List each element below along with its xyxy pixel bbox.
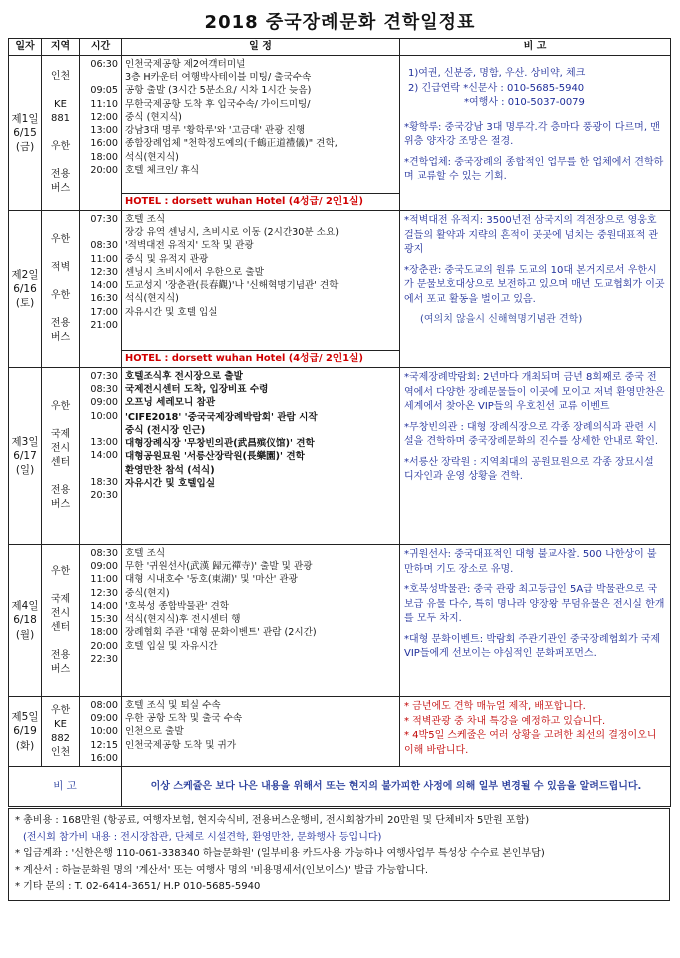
footer-line: * 계산서 : 하늘문화원 명의 '계산서' 또는 여행사 명의 '비용명세서(인보이스)' 발급 가능합니다.	[15, 864, 429, 876]
region-label: 882	[50, 732, 71, 744]
day-cell	[9, 368, 42, 545]
footer-line: * 입금계좌 : '신한은행 110-061-338340 하늘문화원' (일부비용 카드사용 가능하나 여행사업무 특성상 수수료 본인부담)	[15, 848, 545, 859]
schedule-line: 환영만찬 참석 (석식)	[125, 464, 215, 476]
time-value: 07:30	[90, 371, 118, 382]
remark-text-cell: 이상 스케쥴은 보다 나은 내용을 위해서 또는 현지의 불가피한 사정에 의해 일부 변경될 수 있음을 알려드립니다.	[122, 767, 671, 807]
time-value: 09:00	[90, 713, 118, 725]
schedule-cell	[122, 211, 400, 368]
schedule-line: 3층 H카운터 여행박사테이블 미팅/ 출국수속	[125, 72, 312, 84]
region-label: 우한	[50, 290, 71, 301]
remark-row	[9, 767, 671, 807]
schedule-line: 중식(현지)	[125, 587, 170, 599]
time-value: 21:00	[90, 319, 118, 331]
schedule-cell	[122, 697, 400, 767]
remark-label-cell: 비 고	[9, 767, 122, 807]
day-label: 6/18	[13, 614, 37, 627]
remarks-cell	[400, 697, 671, 767]
time-value: 11:10	[90, 98, 118, 110]
remark-note: *귀원선사: 중국대표적인 대형 불교사찰. 500 나한상이 불만하며 기도 장소로 유명.	[404, 549, 657, 575]
schedule-line: 호텔 조식 및 퇴실 수속	[125, 700, 221, 711]
region-label: 전시	[50, 443, 71, 454]
schedule-line: 중식 및 유적지 관광	[125, 253, 209, 265]
time-value: 20:00	[90, 640, 118, 652]
time-value: 06:30	[90, 59, 118, 70]
day-label: (토)	[15, 297, 35, 310]
time-cell	[80, 697, 122, 767]
remark-note: *적벽대전 유적지: 3500년전 삼국지의 격전장으로 영웅호걸들의 활약과 지략의 흔적이 곳곳에 넘치는 중원대표적 관광지	[404, 215, 659, 255]
schedule-line: 오프닝 세레모니 참관	[125, 397, 216, 409]
region-label: 전용	[50, 318, 71, 329]
region-label: 우한	[50, 704, 71, 716]
time-value	[80, 463, 118, 476]
time-cell	[80, 211, 122, 368]
time-value: 18:00	[90, 151, 118, 163]
remark-note: 1)여권, 신분증, 명함, 우산. 상비약, 체크	[408, 68, 586, 79]
region-label: 우한	[50, 401, 71, 412]
region-label: 전용	[50, 169, 71, 180]
time-cell	[80, 545, 122, 697]
schedule-line: 무한국제공항 도착 후 입국수속/ 가이드미팅/	[125, 98, 311, 110]
time-value: 09:00	[90, 397, 118, 409]
day-label: 제5일	[11, 711, 39, 724]
region-label: KE	[54, 99, 67, 110]
footer-notes	[8, 808, 670, 901]
time-value: 16:00	[90, 752, 118, 764]
region-cell	[42, 56, 80, 211]
schedule-line: 공항 출발 (3시간 5분소요/ 시차 1시간 늦음)	[125, 85, 312, 97]
time-value: 07:30	[90, 214, 118, 225]
region-label: 우한	[50, 234, 71, 245]
header-remarks: 비 고	[400, 39, 671, 56]
time-value: 09:00	[90, 561, 118, 573]
time-value: 18:30	[90, 476, 118, 488]
region-label	[42, 635, 79, 649]
remarks-cell	[400, 545, 671, 697]
schedule-line: 센닝시 츠비시에서 우한으로 출발	[125, 266, 264, 278]
region-label: 버스	[50, 663, 71, 675]
schedule-line: 대형공원묘원 '서릉산장락원(長樂園)' 견학	[125, 451, 305, 463]
remarks-cell	[400, 211, 671, 368]
time-value: 17:00	[90, 306, 118, 318]
time-value: 12:15	[90, 739, 118, 751]
time-value: 12:30	[90, 587, 118, 599]
schedule-line: 대형 시내호수 '동호(東湖)' 및 '마산' 관광	[125, 574, 298, 586]
day-label: (월)	[15, 628, 35, 641]
schedule-line: 종합장례업체 "천학정도예의(千鶴正道禮儀)" 견학,	[125, 138, 338, 150]
region-label	[42, 275, 79, 289]
schedule-line: 자유시간 및 호텔 입실	[125, 306, 218, 318]
day-label: 6/16	[13, 282, 37, 295]
time-value: 10:00	[90, 410, 118, 422]
day-label: 6/17	[13, 449, 37, 462]
schedule-line: 중식 (전시장 인근)	[125, 424, 206, 436]
footer-line: (전시회 참가비 내용 : 전시장찹관, 단체로 시설견학, 환영만찬, 문화행사 등입니다)	[23, 831, 382, 843]
remark-note: *국제장례박람회: 2년마다 개최되며 금년 8회째로 중국 전역에서 다양한 장례문물들이 이곳에 모이고 저녁 환영만찬은 세계에서 찾아온 VIP들의 우호친선 교류 이벤트	[404, 372, 665, 412]
schedule-line: 우한 공항 도착 및 출국 수속	[125, 713, 243, 725]
region-label: 인천	[50, 71, 71, 82]
region-label	[42, 303, 79, 317]
region-label	[42, 470, 79, 484]
schedule-line: 호텔 조식	[125, 214, 166, 225]
region-label	[42, 154, 79, 168]
schedule-line: 호텔 조식	[125, 548, 166, 559]
remark-note: *무창빈의관 : 대형 장례식장으로 각종 장례의식과 관련 시설을 견학하며 중국장례문화의 진수를 상세한 안내로 확인.	[404, 421, 659, 447]
remark-note: *장춘관: 중국도교의 원류 도교의 10대 본거지로서 우한시가 문물보호대상으로 보전하고 있으며 매년 도교협회가 이곳에서 포교 활동을 벌이고 있음.	[404, 264, 665, 305]
region-label: KE	[54, 718, 67, 730]
day-label: 6/19	[13, 725, 37, 738]
schedule-line: 'CIFE2018' '중국국제장례박람회' 관람 시작	[125, 411, 318, 423]
schedule-line: 석식(현지식)후 전시센터 행	[125, 614, 241, 626]
region-label	[42, 247, 79, 261]
time-cell	[80, 368, 122, 545]
region-label: 전용	[50, 649, 71, 661]
footer-line: * 기타 문의 : T. 02-6414-3651/ H.P 010-5685-5940	[15, 881, 261, 892]
time-value: 14:00	[90, 450, 118, 462]
schedule-line: '적벽대전 유적지' 도착 및 관광	[125, 240, 254, 252]
schedule-line: 장례협회 주관 '대형 문화이벤트' 관람 (2시간)	[125, 627, 317, 639]
day-cell	[9, 545, 42, 697]
region-cell	[42, 211, 80, 368]
region-cell	[42, 697, 80, 767]
schedule-line: 대형장례식장 '무창빈의관(武昌殡仪馆)' 견학	[125, 438, 315, 450]
time-value: 20:00	[90, 164, 118, 176]
schedule-line: 호텔조식후 전시장으로 출발	[125, 371, 243, 382]
remark-note: * 적벽관광 중 차내 특강을 예정하고 있습니다.	[404, 715, 606, 727]
time-value: 18:00	[90, 627, 118, 639]
region-label	[42, 84, 79, 98]
time-value	[80, 226, 118, 239]
schedule-line: 국제전시센터 도착, 입장비표 수령	[125, 384, 269, 396]
time-value	[80, 71, 118, 84]
region-label	[42, 579, 79, 593]
region-label: 881	[50, 113, 71, 124]
schedule-line: 호텔 입실 및 자유시간	[125, 640, 218, 652]
region-label: 국제	[50, 429, 71, 440]
page-title: 2018 중국장례문화 견학일정표	[204, 12, 476, 33]
schedule-line: 도교성지 '장춘관(長春觀)'나 '신해혁명기념관' 견학	[125, 280, 339, 292]
schedule-cell	[122, 368, 400, 545]
header-region: 지역	[42, 39, 80, 56]
day-label: (일)	[15, 464, 35, 477]
day-label: 제1일	[11, 112, 39, 125]
day-cell	[9, 211, 42, 368]
time-value: 16:00	[90, 138, 118, 150]
remark-note: 2) 긴급연락 *신문사 : 010-5685-5940	[408, 82, 585, 94]
time-value: 10:00	[90, 726, 118, 738]
remarks-cell	[400, 56, 671, 211]
table-row	[9, 697, 671, 767]
schedule-table	[8, 38, 671, 807]
day-cell	[9, 697, 42, 767]
header-schedule: 일 정	[122, 39, 400, 56]
schedule-line: 인천국제공항 제2여객터미널	[125, 59, 246, 70]
schedule-line: 인천국제공항 도착 및 귀가	[125, 739, 237, 751]
region-label: 전용	[50, 485, 71, 496]
time-value: 08:30	[90, 240, 118, 252]
hotel-info: HOTEL : dorsett wuhan Hotel (4성급/ 2인1실)	[122, 350, 399, 367]
remarks-cell	[400, 368, 671, 545]
region-label: 인천	[50, 746, 71, 758]
time-cell	[80, 56, 122, 211]
region-label	[42, 126, 79, 140]
remark-note: *황학루: 중국강남 3대 명루각.각 층마다 풍광이 다르며, 맨위층 양자강 조망은 절경.	[404, 121, 660, 147]
region-label: 버스	[50, 332, 71, 343]
time-value: 15:30	[90, 614, 118, 626]
remark-note: *견학업체: 중국장례의 종합적인 업무를 한 업체에서 견학하며 교류할 수 있는 기회.	[404, 156, 664, 182]
day-cell	[9, 56, 42, 211]
schedule-line: 강남3대 명루 '황학루'와 '고금대' 관광 진행	[125, 125, 306, 137]
day-label: 제3일	[11, 435, 39, 448]
remark-note: *여행사 : 010-5037-0079	[464, 97, 585, 108]
remark-note: * 4박5일 스케줄은 여러 상황을 고려한 최선의 결정이오니 이해 바랍니다.	[404, 730, 657, 756]
region-label: 버스	[50, 183, 71, 194]
time-value	[80, 423, 118, 436]
region-label: 센터	[50, 621, 71, 633]
schedule-line: 중식 (현지식)	[125, 111, 182, 123]
day-label: (화)	[15, 739, 35, 752]
region-label: 센터	[50, 457, 71, 468]
day-label: (금)	[15, 141, 35, 154]
time-value: 14:00	[90, 280, 118, 292]
remark-note: *대형 문화이벤트: 박람회 주관기관인 중국장례협회가 국제 VIP들에게 선보이는 야심적인 문화퍼포먼스.	[404, 633, 661, 659]
schedule-cell	[122, 56, 400, 211]
table-row	[9, 368, 671, 545]
time-value: 16:30	[90, 293, 118, 305]
time-value: 20:30	[90, 490, 118, 502]
day-label: 제2일	[11, 268, 39, 281]
region-label: 우한	[50, 141, 71, 152]
schedule-line: 호텔 체크인/ 휴식	[125, 164, 200, 176]
time-value: 08:30	[90, 384, 118, 396]
header-day: 일자	[9, 39, 42, 56]
time-value: 11:00	[90, 253, 118, 265]
time-value: 09:05	[90, 85, 118, 97]
time-value: 12:30	[90, 266, 118, 278]
schedule-line: 인천으로 출발	[125, 726, 184, 738]
header-time: 시간	[80, 39, 122, 56]
remark-note: (여의치 않을시 신해혁명기념관 견학)	[420, 314, 583, 325]
table-header-row	[9, 39, 671, 56]
day-label: 제4일	[11, 600, 39, 613]
remark-note: *호북성박물관: 중국 관광 최고등급인 5A급 박물관으로 국보급 유물 다수, 특히 명나라 양장왕 무덤유물은 전시실 한개를 모두 차지.	[404, 584, 665, 624]
time-value: 14:00	[90, 600, 118, 612]
region-label: 적벽	[50, 262, 71, 273]
time-value: 11:00	[90, 574, 118, 586]
time-value: 08:30	[90, 548, 118, 559]
day-label: 6/15	[13, 126, 37, 139]
schedule-cell	[122, 545, 400, 697]
time-value: 13:00	[90, 125, 118, 137]
schedule-line: 무한 '귀원선사(武漢 歸元禪寺)' 출발 및 관광	[125, 561, 313, 573]
region-label: 전시	[50, 607, 71, 619]
region-cell	[42, 368, 80, 545]
hotel-info: HOTEL : dorsett wuhan Hotel (4성급/ 2인1실)	[122, 193, 399, 210]
remark-note: *서릉산 장락원 : 지역최대의 공원묘원으로 각종 장묘시설 디자인과 운영 상황을 견학.	[404, 456, 654, 482]
region-cell	[42, 545, 80, 697]
region-label: 국제	[50, 593, 71, 605]
region-label: 버스	[50, 499, 71, 510]
schedule-line: 석식(현지식)	[125, 293, 179, 305]
region-label: 우한	[50, 565, 71, 577]
region-label	[42, 414, 79, 428]
table-row	[9, 56, 671, 211]
schedule-line: 장강 유역 센닝시, 츠비시로 이동 (2시간30분 소요)	[125, 227, 339, 239]
remark-note: * 금년에도 견학 매뉴얼 제작, 배포합니다.	[404, 701, 586, 712]
footer-line: * 총비용 : 168만원 (항공료, 여행자보험, 현지숙식비, 전용버스운행비, 전시회참가비 20만원 및 단체비자 5만원 포함)	[15, 815, 530, 826]
time-value: 13:00	[90, 437, 118, 449]
time-value: 12:00	[90, 111, 118, 123]
time-value: 22:30	[90, 653, 118, 665]
table-row	[9, 545, 671, 697]
schedule-line: '호북성 종합박물관' 견학	[125, 600, 230, 612]
schedule-line: 석식(현지식)	[125, 151, 179, 163]
time-value: 08:00	[90, 700, 118, 711]
table-row	[9, 211, 671, 368]
schedule-line: 자유시간 및 호텔입실	[125, 477, 216, 489]
